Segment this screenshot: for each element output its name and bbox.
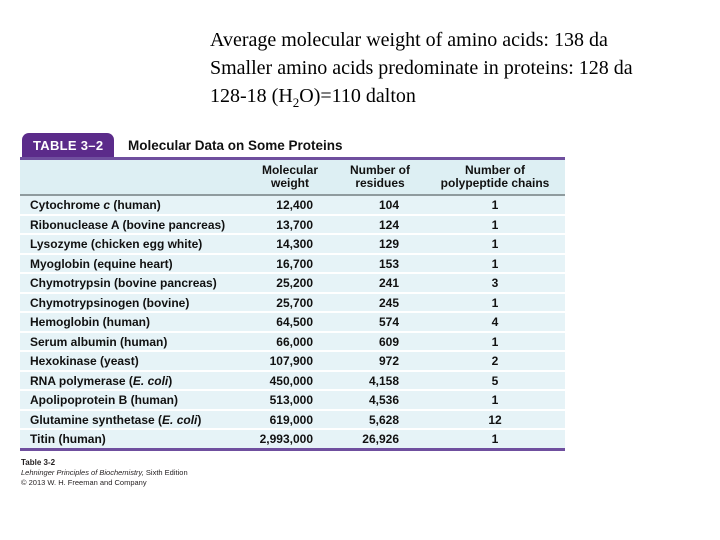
table-row: [20, 273, 565, 293]
table-row: [20, 429, 565, 448]
protein-table: [20, 160, 565, 448]
protein-name-cell: Serum albumin (human): [20, 332, 245, 352]
table-row: [20, 390, 565, 410]
table-row: [20, 293, 565, 313]
residues-cell: 609: [335, 332, 425, 352]
protein-name-cell: Lysozyme (chicken egg white): [20, 234, 245, 254]
table-titlebar: [20, 130, 565, 157]
residues-cell: 153: [335, 254, 425, 274]
chains-cell: 1: [425, 332, 565, 352]
note-line-average-weight: Average molecular weight of amino acids: 138 da: [210, 29, 608, 51]
residues-cell: 26,926: [335, 429, 425, 448]
molecular-weight-cell: 513,000: [245, 390, 335, 410]
protein-name-cell: Cytochrome c (human): [20, 195, 245, 215]
residues-cell: 574: [335, 312, 425, 332]
table-number-badge: TABLE 3–2: [22, 133, 114, 157]
note-line-smaller-acids: Smaller amino acids predominate in proteins: 128 da: [210, 57, 633, 79]
protein-name-cell: Titin (human): [20, 429, 245, 448]
note-line-water-subtraction: 128-18 $(H_2O)=110$ dalton: [210, 85, 416, 110]
caption-copyright: © 2013 W. H. Freeman and Company: [21, 477, 147, 487]
chains-cell: 5: [425, 371, 565, 391]
table-row: [20, 254, 565, 274]
protein-name-cell: Ribonuclease A (bovine pancreas): [20, 215, 245, 235]
protein-name-cell: Apolipoprotein B (human): [20, 390, 245, 410]
column-header-row: [20, 160, 565, 195]
chains-cell: 4: [425, 312, 565, 332]
protein-table-body: [20, 195, 565, 448]
protein-name-cell: Chymotrypsinogen (bovine): [20, 293, 245, 313]
table-row: [20, 332, 565, 352]
table-row: [20, 312, 565, 332]
bottom-rule: [20, 448, 565, 451]
molecular-weight-cell: 2,993,000: [245, 429, 335, 448]
molecular-weight-cell: 16,700: [245, 254, 335, 274]
chains-cell: 1: [425, 429, 565, 448]
residues-cell: 4,158: [335, 371, 425, 391]
molecular-weight-cell: 14,300: [245, 234, 335, 254]
molecular-weight-cell: 619,000: [245, 410, 335, 430]
table-row: [20, 410, 565, 430]
table-row: [20, 195, 565, 215]
protein-name-cell: RNA polymerase (E. coli): [20, 371, 245, 391]
molecular-weight-cell: 64,500: [245, 312, 335, 332]
column-header-residues: Number of residues: [335, 160, 425, 195]
residues-cell: 241: [335, 273, 425, 293]
chains-cell: 1: [425, 254, 565, 274]
molecular-weight-cell: 25,700: [245, 293, 335, 313]
protein-name-cell: Hexokinase (yeast): [20, 351, 245, 371]
column-header-molecular-weight: Molecular weight: [245, 160, 335, 195]
caption-table-label: Table 3-2: [21, 458, 56, 467]
molecular-weight-cell: 66,000: [245, 332, 335, 352]
protein-name-cell: Hemoglobin (human): [20, 312, 245, 332]
table-row: [20, 371, 565, 391]
residues-cell: 972: [335, 351, 425, 371]
column-header-polypeptide-chains: Number of polypeptide chains: [425, 160, 565, 195]
residues-cell: 245: [335, 293, 425, 313]
molecular-weight-cell: 450,000: [245, 371, 335, 391]
protein-name-cell: Glutamine synthetase (E. coli): [20, 410, 245, 430]
column-header-protein: [20, 160, 245, 195]
chains-cell: 1: [425, 215, 565, 235]
chains-cell: 2: [425, 351, 565, 371]
molecular-weight-cell: 25,200: [245, 273, 335, 293]
residues-cell: 5,628: [335, 410, 425, 430]
chains-cell: 1: [425, 293, 565, 313]
residues-cell: 4,536: [335, 390, 425, 410]
chains-cell: 1: [425, 234, 565, 254]
protein-name-cell: Chymotrypsin (bovine pancreas): [20, 273, 245, 293]
table-title: Molecular Data on Some Proteins: [128, 138, 343, 153]
notes-block: [210, 26, 715, 117]
molecular-weight-cell: 12,400: [245, 195, 335, 215]
residues-cell: 124: [335, 215, 425, 235]
protein-name-cell: Myoglobin (equine heart): [20, 254, 245, 274]
molecular-weight-cell: 13,700: [245, 215, 335, 235]
chains-cell: 12: [425, 410, 565, 430]
figure-caption: [21, 458, 188, 487]
residues-cell: 104: [335, 195, 425, 215]
chains-cell: 3: [425, 273, 565, 293]
residues-cell: 129: [335, 234, 425, 254]
chains-cell: 1: [425, 390, 565, 410]
caption-edition: Lehninger Principles of Biochemistry, Sixth Edition: [21, 468, 188, 477]
table-row: [20, 234, 565, 254]
table-figure: [20, 130, 565, 451]
chains-cell: 1: [425, 195, 565, 215]
table-row: [20, 351, 565, 371]
molecular-weight-cell: 107,900: [245, 351, 335, 371]
table-row: [20, 215, 565, 235]
